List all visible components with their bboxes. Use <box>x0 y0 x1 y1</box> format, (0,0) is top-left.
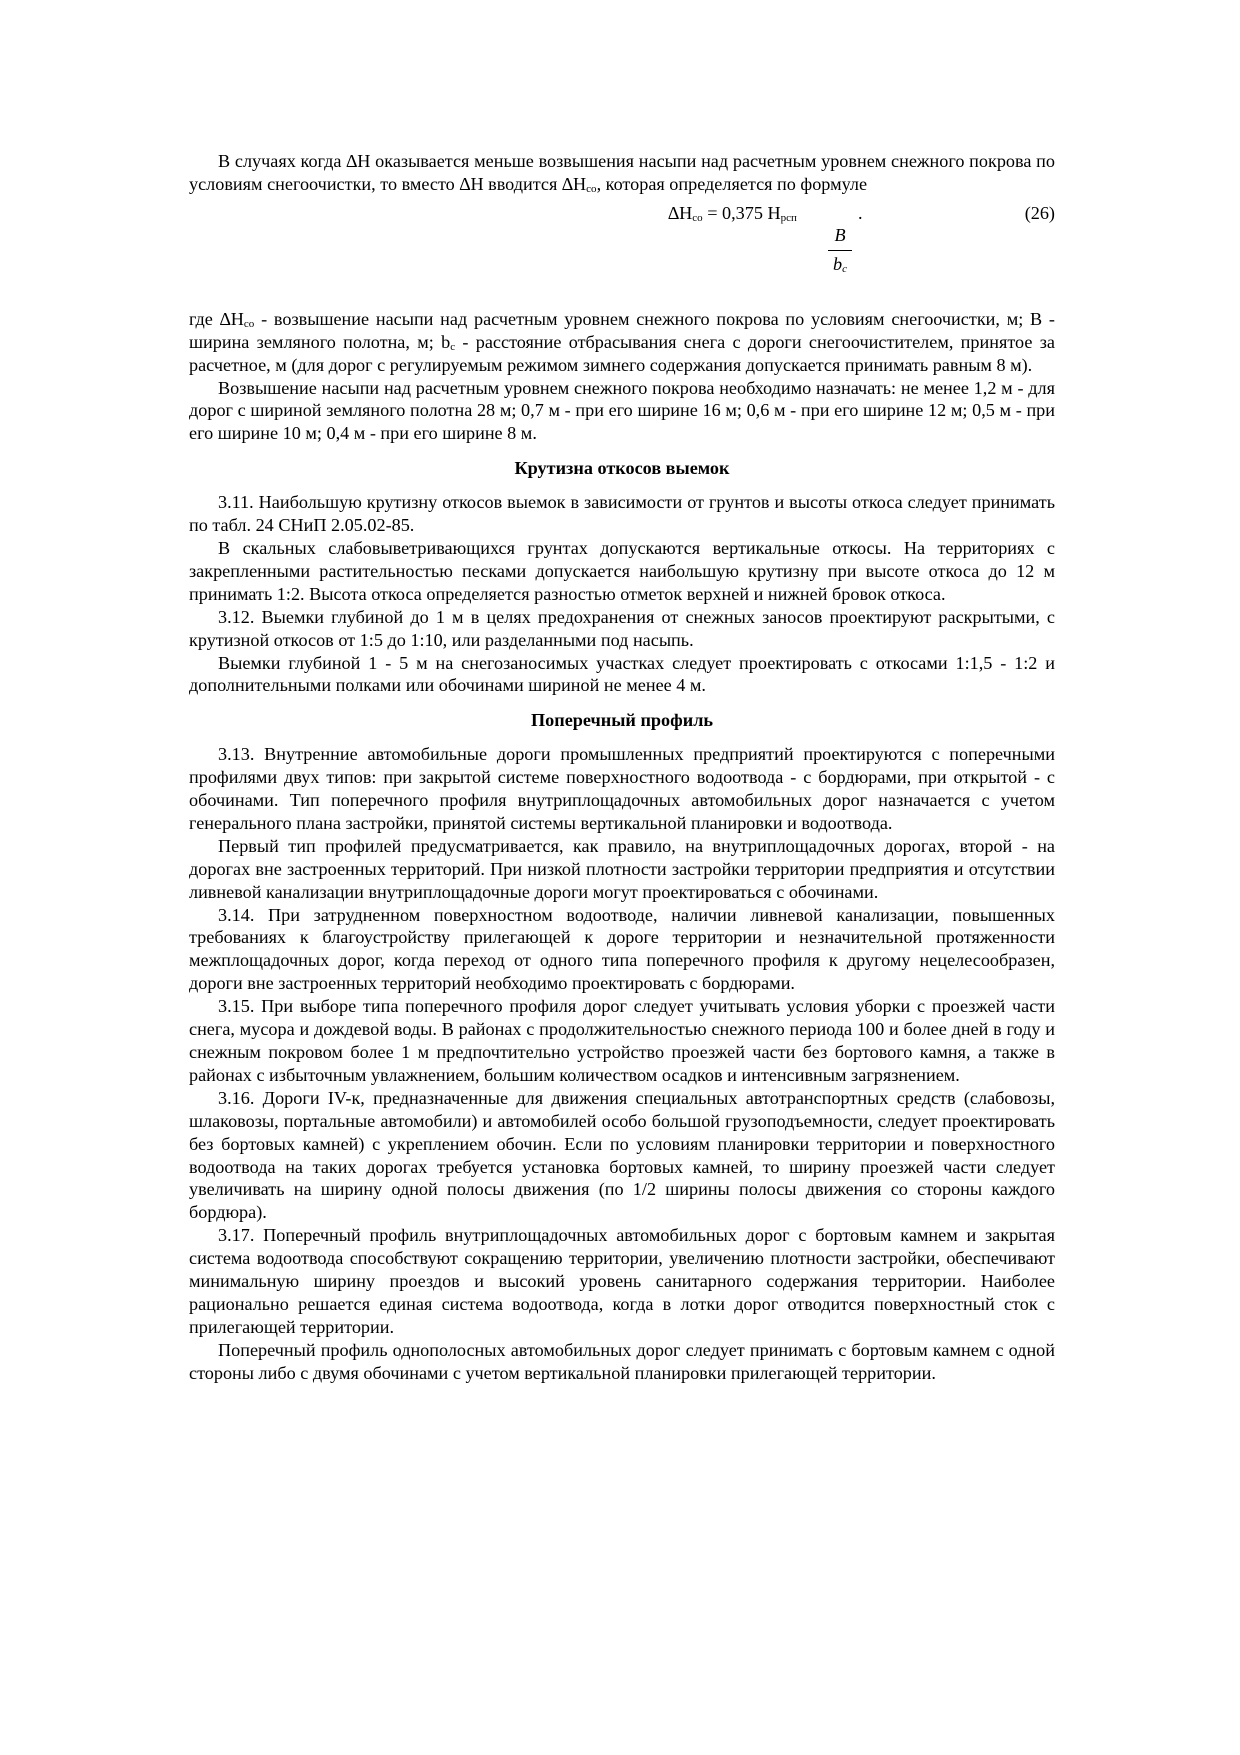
paragraph-3-15: 3.15. При выборе типа поперечного профиля дорог следует учитывать условия уборки с проезжей части снега, мусора и дождевой воды. В районах с продолжительностью снежного периода 100 и более дней в году и снежным покровом более 1 м предпочтительно устройство проезжей части без бортового камня, а также в районах с избыточным увлажнением, большим количеством осадков и интенсивным загрязнением. <box>189 996 1055 1085</box>
paragraph-3-17: 3.17. Поперечный профиль внутриплощадочных автомобильных дорог с бортовым камнем и закрытая система водоотвода способствуют сокращению территории, увеличению плотности застройки, обеспечивают минимальную ширину проездов и высокий уровень санитарного содержания территории. Наиболее рационально решается единая система водоотвода, когда в лотки дорог отводится поверхностный сток с прилегающей территории. <box>189 1225 1055 1337</box>
paragraph-3-13: 3.13. Внутренние автомобильные дороги промышленных предприятий проектируются с поперечными профилями двух типов: при закрытой системе поверхностного водоотвода - с бордюрами, при открытой - с обочинами. Тип поперечного профиля внутриплощадочных автомобильных дорог назначается с учетом генерального плана застройки, принятой системы вертикальной планировки и водоотвода. <box>189 744 1055 833</box>
document-page <box>189 150 1055 1385</box>
paragraph-single-lane: Поперечный профиль однополосных автомобильных дорог следует принимать с бортовым камнем с одной стороны либо с двумя обочинами с учетом вертикальной планировки прилегающей территории. <box>189 1339 1055 1383</box>
text: В случаях когда ∆Н оказывается меньше возвышения насыпи над расчетным уровнем снежного покрова по условиям снегоочистки, то вместо ∆Н вводится ∆Н <box>189 151 1055 194</box>
formula-number: (26) <box>1024 202 1055 223</box>
paragraph-where: где $\Delta Н_{со}$ - возвышение насыпи над расчетным уровнем снежного покрова по условиям снегоочистки, м; В - ширина земляного полотна, м; $b_с$ - расстояние отбрасывания снега с дороги снегоочистителем, принятое за расчетное, м (для дорог с регулируемым режимом зимнего содержания допускается принимать равным 8 м). <box>189 308 1055 375</box>
formula-fraction <box>828 224 852 276</box>
paragraph-3-11: 3.11. Наибольшую крутизну откосов выемок в зависимости от грунтов и высоты откоса следует принимать по табл. 24 СНиП 2.05.02-85. <box>189 492 1055 536</box>
paragraph-snow-height: Возвышение насыпи над расчетным уровнем снежного покрова необходимо назначать: не менее 1,2 м - для дорог с шириной земляного полотна 28 м; 0,7 м - при его ширине 16 м; 0,6 м - при его ширине 12 м; 0,5 м - при его ширине 10 м; 0,4 м - при его ширине 8 м. <box>189 377 1055 444</box>
fraction-numerator: B <box>834 224 846 245</box>
paragraph-rocky-soils: В скальных слабовыветривающихся грунтах допускаются вертикальные откосы. На территориях с закрепленными растительностью песками допускается наибольшую крутизну при высоте откоса до 12 м принимать 1:2. Высота откоса определяется разностью отметок верхней и нижней бровок откоса. <box>189 537 1055 604</box>
paragraph-3-14: 3.14. При затрудненном поверхностном водоотводе, наличии ливневой канализации, повышенных требованиях к благоустройству прилегающей к дороге территории и незначительной протяженности межплощадочных дорог, когда переход от одного типа поперечного профиля к другому нецелесообразен, дороги вне застроенных территорий необходимо проектировать с бордюрами. <box>189 904 1055 994</box>
formula-26 <box>189 200 1055 298</box>
paragraph-3-12: 3.12. Выемки глубиной до 1 м в целях предохранения от снежных заносов проектируют раскрытыми, с крутизной откосов от 1:5 до 1:10, или разделанными под насыпь. <box>189 606 1055 650</box>
paragraph-first-type: Первый тип профилей предусматривается, как правило, на внутриплощадочных дорогах, второй - на дорогах вне застроенных территорий. При низкой плотности застройки территории предприятия и отсутствии ливневой канализации внутриплощадочные дороги могут проектироваться с обочинами. <box>189 835 1055 902</box>
fraction-bar <box>828 250 852 251</box>
paragraph-3-16: 3.16. Дороги IV-к, предназначенные для движения специальных автотранспортных средств (слабовозы, шлаковозы, портальные автомобили) и автомобилей особо большой грузоподъемности, следует проектировать без бортовых камней) с укреплением обочин. Если по условиям планировки территории и поверхностного водоотвода на таких дорогах требуется установка бортовых камней, то ширину проезжей части следует увеличивать на ширину одной полосы движения (по 1/2 ширины полосы движения со стороны каждого бордюра). <box>189 1087 1055 1223</box>
section-heading-cross-profile: Поперечный профиль <box>530 710 714 731</box>
paragraph-intro <box>189 150 1055 196</box>
fraction-denominator: $b_c$ <box>833 253 847 275</box>
formula-dot: . <box>858 202 863 223</box>
text: , которая определяется по формуле <box>596 173 868 194</box>
section-heading-slopes: Крутизна откосов выемок <box>514 458 730 479</box>
formula-expression: $\Delta Н_{со} = 0,375$ $Н_{рсп}$ <box>668 202 797 224</box>
subscript: со <box>586 182 597 195</box>
paragraph-cuts-depth: Выемки глубиной 1 - 5 м на снегозаносимых участках следует проектировать с откосами 1:1,5 - 1:2 и дополнительными полками или обочинами шириной не менее 4 м. <box>189 652 1055 696</box>
